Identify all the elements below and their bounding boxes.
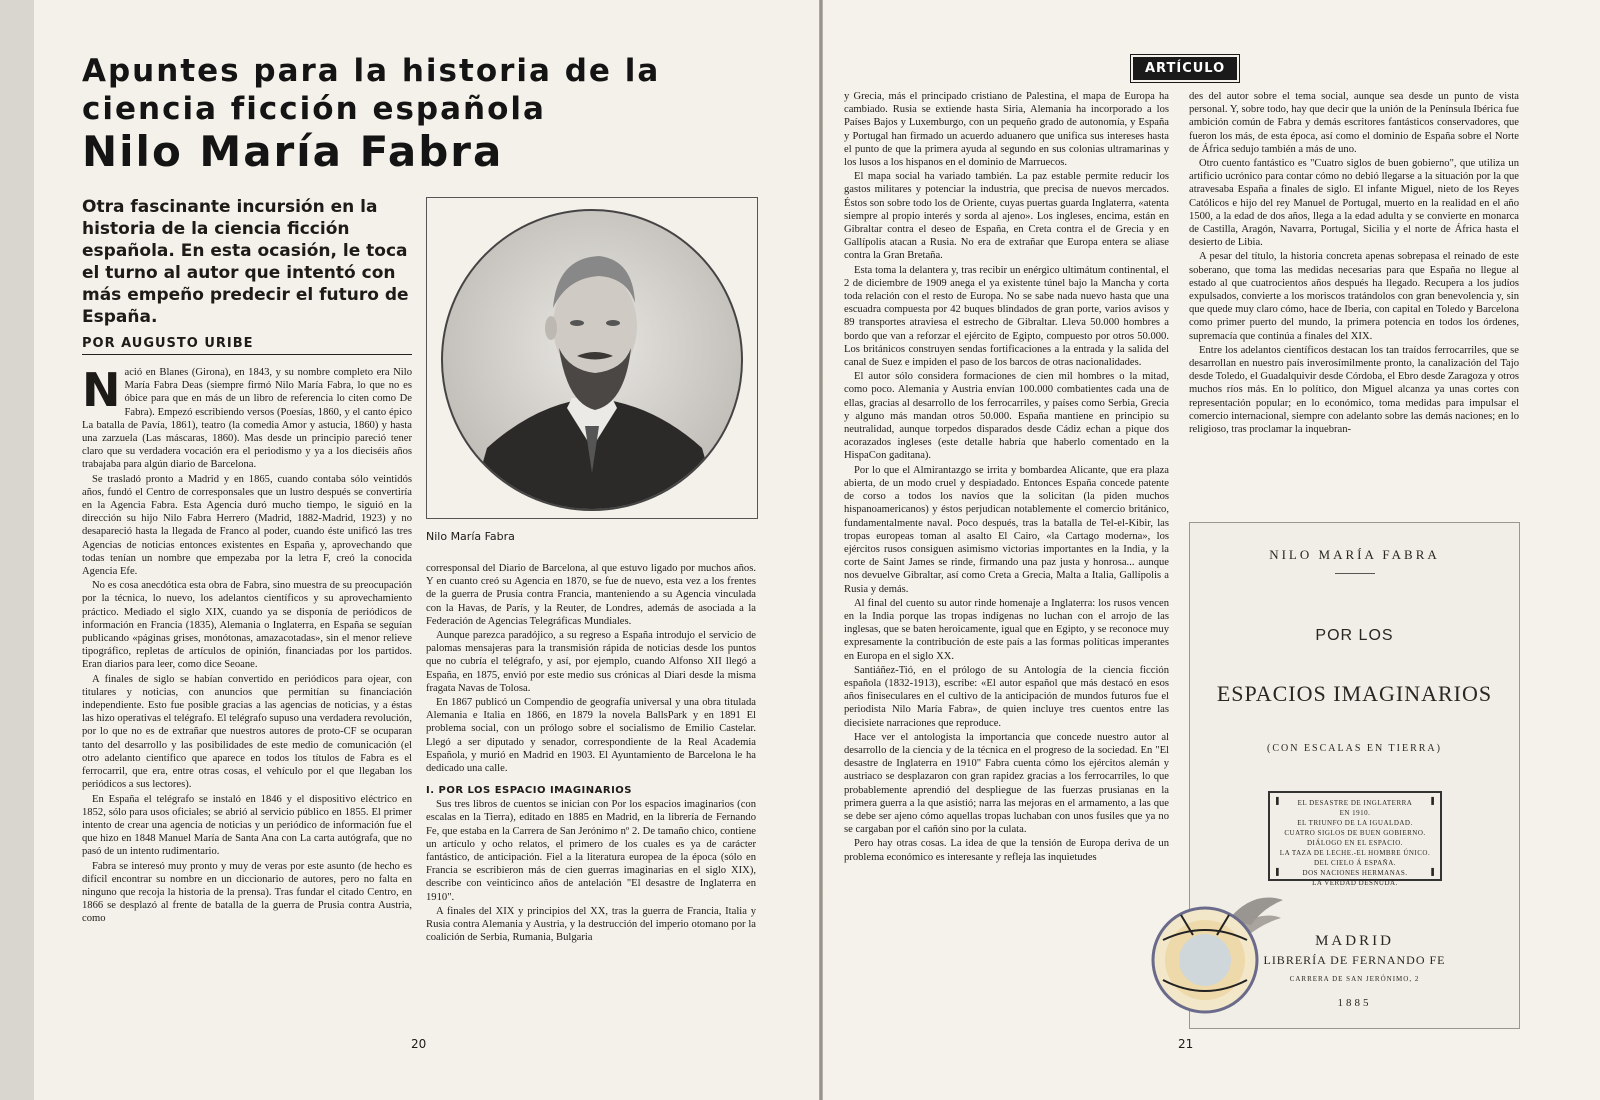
cover-author: NILO MARÍA FABRA <box>1269 547 1440 562</box>
memorias-fc-stamp-logo <box>1133 880 1283 1020</box>
left-column-1 <box>82 363 412 927</box>
byline: POR AUGUSTO URIBE <box>82 336 412 355</box>
right-column-1 <box>844 90 1169 865</box>
paragraph: Por lo que el Almirantazgo se irrita y bombardea Alicante, que era plaza abierta, de un modo cruel y despiadado. Entonces España concede patente de corso a todos los navíos que la solicitan (la piden muchos hispanoamericanos) y éstos perjudican notablemente el comercio británico, fundamentalmente naval. Poco después, tras la batalla de Tel-el-Kibir, las tropas europeas toman al asalto El Cairo, «la Cartago moderna», los ejércitos rusos consiguen asimismo victorias importantes en la India, y la corte de Saint James se rinde, firmando una paz justa y honrosa... aunque nos devuelve Gibraltar, así como Creta a Grecia, Malta a Italia, Gallípolis a Rusia y demás. <box>844 464 1169 595</box>
paragraph: Hace ver el antologista la importancia que concede nuestro autor al desarrollo de la ciencia y de la técnica en el progreso de la sociedad. En "El desastre de Inglaterra en 1910" Fabra cuenta cómo los ejércitos alemán y austriaco se desplazaron con gran rapidez gracias a los ferrocarriles, lo que probablemente aprendió del despliegue de las fuerzas prusianas en la primera guerra a la que asistió; narra las mejoras en el armamento, a las que se debe ser ajeno cómo aquellas tropas luchaban con unos fusiles que ya no se cargaban por el cañón sino por la culata. <box>844 731 1169 836</box>
page-number: 21 <box>1178 1037 1194 1051</box>
cover-contents-item: LA TAZA DE LECHE.-EL HOMBRE ÚNICO. <box>1279 849 1431 857</box>
cover-city: MADRID <box>1315 933 1394 949</box>
cover-contents-box <box>1268 791 1442 887</box>
cover-contents-item: DEL CIELO Á ESPAÑA. <box>1313 859 1397 867</box>
cover-contents-item: EL TRIUNFO DE LA IGUALDAD. <box>1297 819 1413 827</box>
paragraph: Esta toma la delantera y, tras recibir un enérgico ultimátum continental, el 2 de diciembre de 1909 anega el ya existente túnel bajo la Mancha y corta toda relación con el resto de Europa. No se sabe nada nuevo hasta que una escuadra compuesta por 42 buques blindados de gran porte, varios avisos y 89 transportes atraviesa el estrecho de Gibraltar. Lleva 50.000 hombres a bordo que van a reforzar el ejército de Egipto, compuesto por otros 50.000. Los británicos construyen sendas fortificaciones a la entrada y la salida del canal de Suez e impiden el paso de los barcos de otras nacionalidades. <box>844 264 1169 369</box>
cover-title: ESPACIOS IMAGINARIOS <box>1216 681 1493 706</box>
cover-contents-item: EL DESASTRE DE INGLATERRA <box>1297 799 1413 807</box>
ornament-icon: ❚ <box>1274 867 1281 876</box>
paragraph: No es cosa anecdótica esta obra de Fabra, sino muestra de su preocupación por la técnica, lo nuevo, los adelantos científicos y su aprovechamiento práctico. Mediado el siglo XIX, cuando ya se disponía de periódicos de información en Francia (1835), Alemania o Inglaterra, en España se seguían publicando «páginas grises, monótonas, amazacotadas», sin el menor relieve tipográfico, repletas de artículos de opinión, financiadas por los partidos. Eran diarios para leer, como dice Seoane. <box>82 580 412 671</box>
paragraph: A finales de siglo se habían convertido en periódicos para ojear, con titulares y noticias, con anuncios que permitían su financiación independiente. Esto fue posible gracias a las agencias de noticias, y a éstas las hizo operativas el telégrafo. El telégrafo supuso una verdadera revolución, por lo que no es de extrañar que nuestros autores de proto-CF se ocuparan tanto del desarrollo y las posibilidades de este medio de comunicación (el otro adelanto científico que aparece en todos los títulos de Fabra es el ferrocarril, que era, entre otras cosas, el vehículo por el que llegaban los periódicos a sus lectores). <box>82 673 412 791</box>
cover-year: 1885 <box>1337 997 1372 1009</box>
paragraph: A finales del XIX y principios del XX, tras la guerra de Francia, Italia y Rusia contra Alemania y Austria, y la destrucción del imperio otomano por la coalición de Serbia, Rumania, Bulgaria <box>426 905 756 944</box>
title-line-3: Nilo María Fabra <box>82 127 504 176</box>
paragraph: A pesar del título, la historia concreta apenas sobrepasa el reinado de este soberano, que toma las medidas necesarias para que España no llegue al estado al que cuatrocientos años después ha llegado. Recupera a los judíos expulsados, convierte a los moriscos tratándolos con gran benevolencia y, sin que quede muy claro cómo, hace de Iberia, con capital en Toledo y Barcelona como primer puerto del mundo, la primera potencia en todos los órdenes, supremacía que continúa a finales del XIX. <box>1189 251 1519 342</box>
cover-contents-item: LA VERDAD DESNUDA. <box>1312 879 1398 887</box>
ornament-icon: ❚ <box>1429 796 1436 805</box>
cover-address: CARRERA DE SAN JERÓNIMO, 2 <box>1289 975 1420 983</box>
paragraph: Sus tres libros de cuentos se inician con Por los espacios imaginarios (con escalas en la Tierra), editado en 1885 en Madrid, en la librería de Fernando Fe, que estaba en la Carrera de San Jerónimo nº 2. De tamaño chico, contiene un artículo y ocho relatos, el primero de los cuales es ya de carácter fantástico, de anticipación. Fiel a la literatura europea de la época (sólo en Francia se escribieron más de cien guerras imaginarias en el siglo XIX), describe con veinticinco años de antelación "El desastre de Inglaterra en 1910". <box>426 799 756 903</box>
lead-paragraph: Otra fascinante incursión en la historia de la ciencia ficción española. En esta ocasión, le toca el turno al autor que intentó con más empeño predecir el futuro de España. <box>82 197 409 327</box>
cover-divider <box>1335 573 1375 574</box>
section-subhead: I. POR LOS ESPACIO IMAGINARIOS <box>426 785 633 797</box>
cover-publisher: LIBRERÍA DE FERNANDO FE <box>1263 953 1446 967</box>
right-page <box>823 0 1600 1100</box>
left-column-2 <box>426 562 756 945</box>
cover-subtitle: (CON ESCALAS EN TIERRA) <box>1267 743 1442 754</box>
paragraph: Fabra se interesó muy pronto y muy de veras por este asunto (de hecho es difícil encontrar su nombre en un diccionario de autores, pero no falta en ninguno que recoja la historia de la prensa). Tras fundar el citado Centro, en 1866 se desplazó al frente de batalla de la guerra de Prusia contra Austria, como <box>82 860 412 925</box>
paragraph: Santiáñez-Tió, en el prólogo de su Antología de la ciencia ficción española (1832-1913), escribe: «El autor español que más destacó en esos años finiseculares en el cultivo de la anticipación de mundos futuros fue el periodista Nilo María Fabra», de quien incluye tres cuentos entre las diecisiete narraciones que reproduce. <box>844 664 1169 729</box>
ornament-icon: ❚ <box>1274 796 1281 805</box>
ornament-icon: ❚ <box>1429 867 1436 876</box>
cover-title-pre: POR LOS <box>1315 627 1394 644</box>
page-number: 20 <box>411 1037 427 1051</box>
paragraph: Pero hay otras cosas. La idea de que la tensión de Europa deriva de un problema económico es interesante y refleja las inquietudes <box>844 838 1169 863</box>
paragraph: Al final del cuento su autor rinde homenaje a Inglaterra: los rusos vencen en la India porque las tropas indígenas no luchan con el arrojo de las inglesas, que se baten heroicamente, igual que en Egipto, y se reconoce muy expresamente la contribución de este país a las formas políticas imperantes en Europa en el siglo XX. <box>844 597 1169 662</box>
cover-contents-item: CUATRO SIGLOS DE BUEN GOBIERNO. <box>1284 829 1426 837</box>
left-page <box>34 0 819 1100</box>
cover-contents-item: EN 1910. <box>1339 809 1371 817</box>
article-title <box>82 52 742 176</box>
paragraph: des del autor sobre el tema social, aunque sea desde un punto de vista personal. Y, sobre todo, hay que decir que la unión de la Península Ibérica fue ambición común de Fabra y demás escritores fantásticos conservadores, que fueron los más, de esta época, así como el dominio de España sobre el Norte de África sedujo también a más de uno. <box>1189 91 1519 155</box>
portrait-illustration <box>427 198 757 518</box>
section-tag: ARTÍCULO <box>1133 57 1237 80</box>
drop-cap: N <box>82 363 121 417</box>
title-line-1: Apuntes para la historia de la <box>82 53 661 89</box>
right-column-2 <box>1189 90 1519 437</box>
paragraph: Entre los adelantos científicos destacan los tan traídos ferrocarriles, que se desarrollan en nuestro país inverosímilmente pronto, la canalización del Tajo desde Toledo, el Guadalquivir desde Córdoba, el Ebro desde Zaragoza y otros muchos ríos más. En lo político, don Miguel alcanza ya unas cortes con representación popular; en lo económico, toma medidas para impulsar el comercio internacional, siempre con adelanto sobre las demás naciones; en lo religioso, tras proclamar la inquebran- <box>1189 344 1520 436</box>
paragraph: Otro cuento fantástico es "Cuatro siglos de buen gobierno", que utiliza un artificio ucrónico para contar cómo no debió llegarse a la situación por la que atravesaba España a finales de siglo. El infante Miguel, nieto de los Reyes Católicos e hijo del rey Manuel de Portugal, muerto en la realidad en el año 1500, a la edad de dos años, llega a la edad adulta y se convierte en monarca de Castilla, Aragón, Navarra, Portugal, Sicilia y el norte de África hasta el desierto de Libia. <box>1189 158 1519 249</box>
paragraph: Se trasladó pronto a Madrid y en 1865, cuando contaba sólo veintidós años, fundó el Centro de corresponsales que un lustro después se convertiría en la Agencia Fabra. Esta Agencia duró mucho tiempo, le siguió en la dirección su hijo Nilo Fabra Herrero (Madrid, 1882-Madrid, 1923) y no desapareció hasta la llegada de Franco al poder, cuando éste unificó las tres Agencias de noticias entonces existentes en España y, aprovechando que todas tenían un nombre que empezaba por la letra F, creó la conocida Agencia Efe. <box>82 473 412 578</box>
paragraph: ació en Blanes (Girona), en 1843, y su nombre completo era Nilo María Fabra Deas (siempre firmó Nilo María Fabra, lo que no es óbice para que en más de un libro de referencia lo citen como De Fabra). Empezó escribiendo versos (Poesías, 1860, y el canto épico La batalla de Pavía, 1861), teatro (la comedia Amor y astucia, 1860) y hasta una zarzuela (Las máscaras, 1860). Mas desde un principio pareció tener claro que su verdadera vocación era el periodismo y ya a los dieciséis años trabajaba para algún diario de Barcelona. <box>82 367 412 471</box>
paragraph: El autor sólo considera formaciones de cien mil hombres o la mitad, como poco. Alemania y Austria envían 100.000 combatientes cada una de ellas, gracias al desarrollo de los ferrocarriles, y países como Serbia, Grecia y alguno más mandan otros 50.000. España mantiene en principio su neutralidad, aunque torpedos disparados desde Cádiz echan a pique dos acorazados ingleses (este detalle habría que haberlo comentado en la HispaCon gaditana). <box>844 371 1169 462</box>
paragraph: Aunque parezca paradójico, a su regreso a España introdujo el servicio de palomas mensajeras para la transmisión rápida de noticias desde los puntos que no cubría el telégrafo, y así, por ejemplo, cuando Alfonso XII llegó a España, en 1875, envió por este medio sus crónicas al Diari desde la misma fragata Navas de Tolosa. <box>426 630 756 694</box>
paragraph: El mapa social ha variado también. La paz estable permite reducir los gastos militares y potenciar la industria, que precisa de nuevos mercados. Éstos son sobre todo los de Oriente, cuyas puertas guarda Inglaterra, «atenta siempre al propio interés y sorda al ajeno». Los ingleses, encima, están en Gibraltar contra el deseo de España, en Creta contra el de Grecia y en Gallípolis atacan a Rusia. No era de extrañar que Europa entera se aliase contra la Gran Bretaña. <box>844 171 1169 262</box>
paragraph: y Grecia, más el principado cristiano de Palestina, el mapa de Europa ha cambiado. Rusia se extiende hasta Siria, Alemania ha incorporado a los Países Bajos y Luxemburgo, con un pequeño grado de autonomía, y España y Portugal han firmado un acuerdo aduanero que unifica sus intereses hasta el punto de que la primera ayuda al segundo en sus colonias ultramarinas y los lusos a los hispanos en el dominio de Marruecos. <box>844 91 1169 169</box>
paragraph: corresponsal del Diario de Barcelona, al que estuvo ligado por muchos años. Y en cuanto creó su Agencia en 1870, se fue de nuevo, esta vez a los frentes de la guerra de Prusia contra Francia, manteniendo a su Agencia vinculada con la Havas, de París, y la Reuter, de Londres, además de asociada a la Federación de Agencias Telegráficas Mundiales. <box>426 563 756 627</box>
paragraph: En 1867 publicó un Compendio de geografía universal y una obra titulada Alemania e Italia en 1866, en 1879 la novela BallsPark y en 1891 El problema social, con un prólogo sobre el socialismo de Emilio Castelar. Llegó a ser diputado y senador, correspondiente de la Real Academia Española, y murió en Madrid en 1903. El Ayuntamiento de Barcelona le ha dedicado una calle. <box>426 697 756 775</box>
title-line-2: ciencia ficción española <box>82 91 546 127</box>
paragraph: En España el telégrafo se instaló en 1846 y el dispositivo eléctrico en 1852, sólo para usos oficiales; se abrió al servicio público en 1855. El primer intento de crear una agencia de noticias y un periódico de información fue el que hizo en 1848 Manuel María de Santa Ana con La carta autógrafa, que no pasó de un intento rudimentario. <box>82 793 412 858</box>
portrait-caption: Nilo María Fabra <box>426 530 515 543</box>
author-portrait <box>426 197 758 519</box>
cover-contents-item: DIÁLOGO EN EL ESPACIO. <box>1306 839 1404 847</box>
cover-contents-item: DOS NACIONES HERMANAS. <box>1302 869 1408 877</box>
